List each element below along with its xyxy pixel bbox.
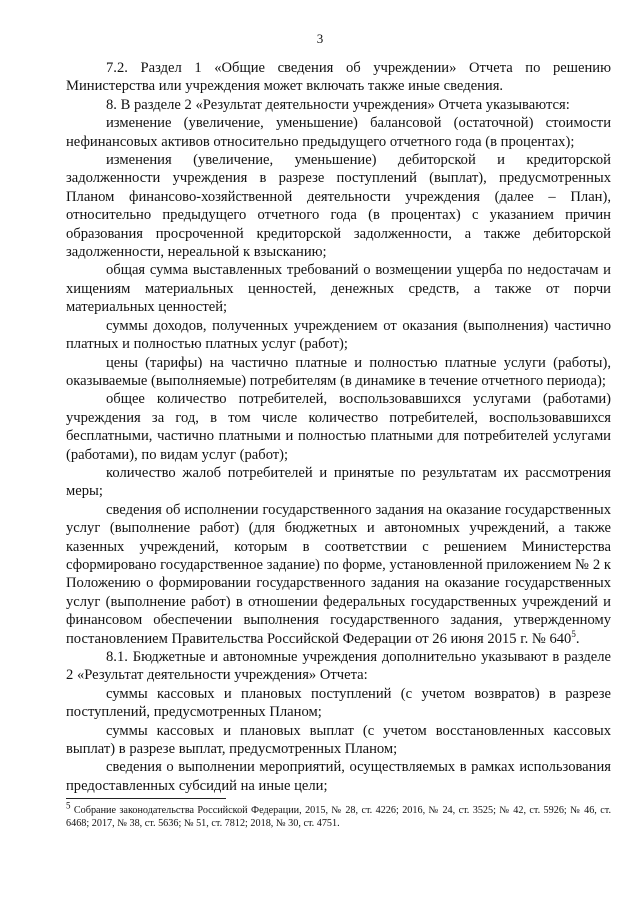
paragraph-8-1: 8.1. Бюджетные и автономные учреждения дополнительно указывают в разделе 2 «Результат деятельности учреждения» Отчета:: [66, 649, 611, 684]
paragraph-item: количество жалоб потребителей и принятые по результатам их рассмотрения меры;: [66, 464, 611, 500]
footnote-marker: 5: [66, 800, 71, 811]
paragraph-7-2: 7.2. Раздел 1 «Общие сведения об учреждении» Отчета по решению Министерства или учреждения может включать также иные сведения.: [66, 60, 611, 95]
paragraph-item-with-footnote: [66, 501, 611, 648]
paragraph-item: цены (тарифы) на частично платные и полностью платные услуги (работы), оказываемые (выполняемые) потребителям (в динамике в течение отчетного периода);: [66, 354, 611, 389]
paragraph-item: общее количество потребителей, воспользовавшихся услугами (работами) учреждения за год, в том числе количество потребителей, воспользовавшихся бесплатными, частично платными и полностью платными для потребителей услугами (работами), по видам услуг (работ);: [66, 391, 611, 463]
paragraph-8: 8. В разделе 2 «Результат деятельности учреждения» Отчета указываются:: [106, 96, 570, 113]
page-number: 3: [316, 31, 324, 46]
paragraph-item: суммы кассовых и плановых поступлений (с учетом возвратов) в разрезе поступлений, предусмотренных Планом;: [66, 685, 611, 721]
paragraph-item: изменение (увеличение, уменьшение) балансовой (остаточной) стоимости нефинансовых активов относительно предыдущего отчетного года (в процентах);: [66, 115, 611, 150]
paragraph-tail: .: [575, 630, 580, 647]
footnote-reference: 5: [571, 628, 576, 639]
paragraph-item: общая сумма выставленных требований о возмещении ущерба по недостачам и хищениям материальных ценностей, денежных средств, а также от порчи материальных ценностей;: [66, 262, 611, 316]
paragraph-item: суммы кассовых и плановых выплат (с учетом восстановленных кассовых выплат) в разрезе выплат, предусмотренных Планом;: [66, 722, 611, 758]
paragraph-text: сведения об исполнении государственного задания на оказание государственных услуг (выполнение работ) (для бюджетных и автономных учреждений, а также казенных учреждений, которым в соответствии с решением Министерства сформировано государственное задание) по форме, установленной приложением № 2 к Положению о формировании государственного задания на оказание государственных услуг (выполнение работ) в отношении федеральных государственных учреждений и финансовом обеспечении выполнения государственного задания, утвержденному постановлением Правительства Российской Федерации от 26 июня 2015 г. № 640: [66, 501, 611, 647]
paragraph-item: сведения о выполнении мероприятий, осуществляемых в рамках использования предоставленных субсидий на иные цели;: [66, 759, 611, 794]
paragraph-item: суммы доходов, полученных учреждением от оказания (выполнения) частично платных и полностью платных услуг (работ);: [66, 317, 611, 353]
footnote: [66, 800, 611, 830]
footnote-text: Собрание законодательства Российской Федерации, 2015, № 28, ст. 4226; 2016, № 24, ст. 3525; № 42, ст. 5926; № 46, ст. 6468; 2017, № 38, ст. 5636; № 51, ст. 7812; 2018, № 30, ст. 4751.: [66, 805, 611, 829]
footnote-divider: [66, 798, 226, 799]
paragraph-item: изменения (увеличение, уменьшение) дебиторской и кредиторской задолженности учреждения в разрезе поступлений (выплат), предусмотренных Планом финансово-хозяйственной деятельности учреждения (далее – План), относительно предыдущего отчетного года (в процентах) с указанием причин образования просроченной кредиторской задолженности, а также дебиторской задолженности, нереальной к взысканию;: [66, 152, 611, 261]
document-body: [66, 59, 611, 795]
